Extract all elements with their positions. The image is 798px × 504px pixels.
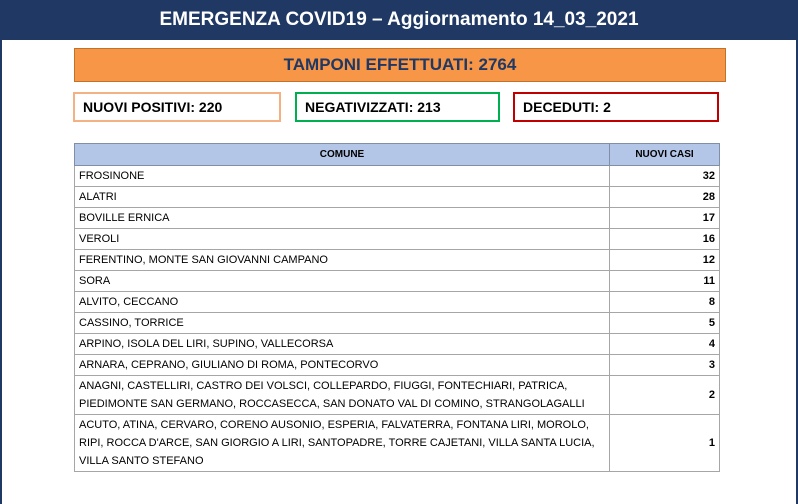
page-title: EMERGENZA COVID19 – Aggiornamento 14_03_2021 (0, 0, 798, 40)
table-row (75, 292, 720, 313)
casi-cell: 2 (610, 376, 720, 415)
casi-table (74, 143, 720, 472)
table-row (75, 271, 720, 292)
casi-cell: 4 (610, 334, 720, 355)
table-row (75, 334, 720, 355)
header-comune: COMUNE (75, 144, 610, 166)
comune-cell: ACUTO, ATINA, CERVARO, CORENO AUSONIO, ESPERIA, FALVATERRA, FONTANA LIRI, MOROLO, RIPI, ROCCA D'ARCE, SAN GIORGIO A LIRI, SANTOPADRE, TORRE CAJETANI, VILLA SANTA LUCIA, VILLA SANTO STEFANO (75, 415, 610, 472)
comune-cell: ARNARA, CEPRANO, GIULIANO DI ROMA, PONTECORVO (75, 355, 610, 376)
casi-cell: 11 (610, 271, 720, 292)
casi-cell: 3 (610, 355, 720, 376)
negativizzati-box: NEGATIVIZZATI: 213 (295, 92, 500, 122)
casi-cell: 28 (610, 187, 720, 208)
comune-cell: ANAGNI, CASTELLIRI, CASTRO DEI VOLSCI, COLLEPARDO, FIUGGI, FONTECHIARI, PATRICA, PIEDIMONTE SAN GERMANO, ROCCASECCA, SAN DONATO VAL DI COMINO, STRANGOLAGALLI (75, 376, 610, 415)
tamponi-banner: TAMPONI EFFETTUATI: 2764 (74, 48, 726, 82)
comune-cell: BOVILLE ERNICA (75, 208, 610, 229)
comune-cell: ARPINO, ISOLA DEL LIRI, SUPINO, VALLECORSA (75, 334, 610, 355)
casi-cell: 8 (610, 292, 720, 313)
casi-cell: 32 (610, 166, 720, 187)
casi-cell: 16 (610, 229, 720, 250)
table-row (75, 166, 720, 187)
table-row (75, 415, 720, 472)
comune-cell: FROSINONE (75, 166, 610, 187)
deceduti-box: DECEDUTI: 2 (513, 92, 719, 122)
comune-cell: VEROLI (75, 229, 610, 250)
casi-cell: 12 (610, 250, 720, 271)
casi-cell: 1 (610, 415, 720, 472)
table-row (75, 208, 720, 229)
table-row (75, 376, 720, 415)
casi-cell: 17 (610, 208, 720, 229)
table-row (75, 229, 720, 250)
table-row (75, 250, 720, 271)
header-nuovi-casi: NUOVI CASI (610, 144, 720, 166)
comune-cell: SORA (75, 271, 610, 292)
comune-cell: CASSINO, TORRICE (75, 313, 610, 334)
comune-cell: FERENTINO, MONTE SAN GIOVANNI CAMPANO (75, 250, 610, 271)
casi-cell: 5 (610, 313, 720, 334)
table-row (75, 187, 720, 208)
table-header-row (75, 144, 720, 166)
comune-cell: ALVITO, CECCANO (75, 292, 610, 313)
table-row (75, 313, 720, 334)
table-row (75, 355, 720, 376)
nuovi-positivi-box: NUOVI POSITIVI: 220 (73, 92, 281, 122)
comune-cell: ALATRI (75, 187, 610, 208)
